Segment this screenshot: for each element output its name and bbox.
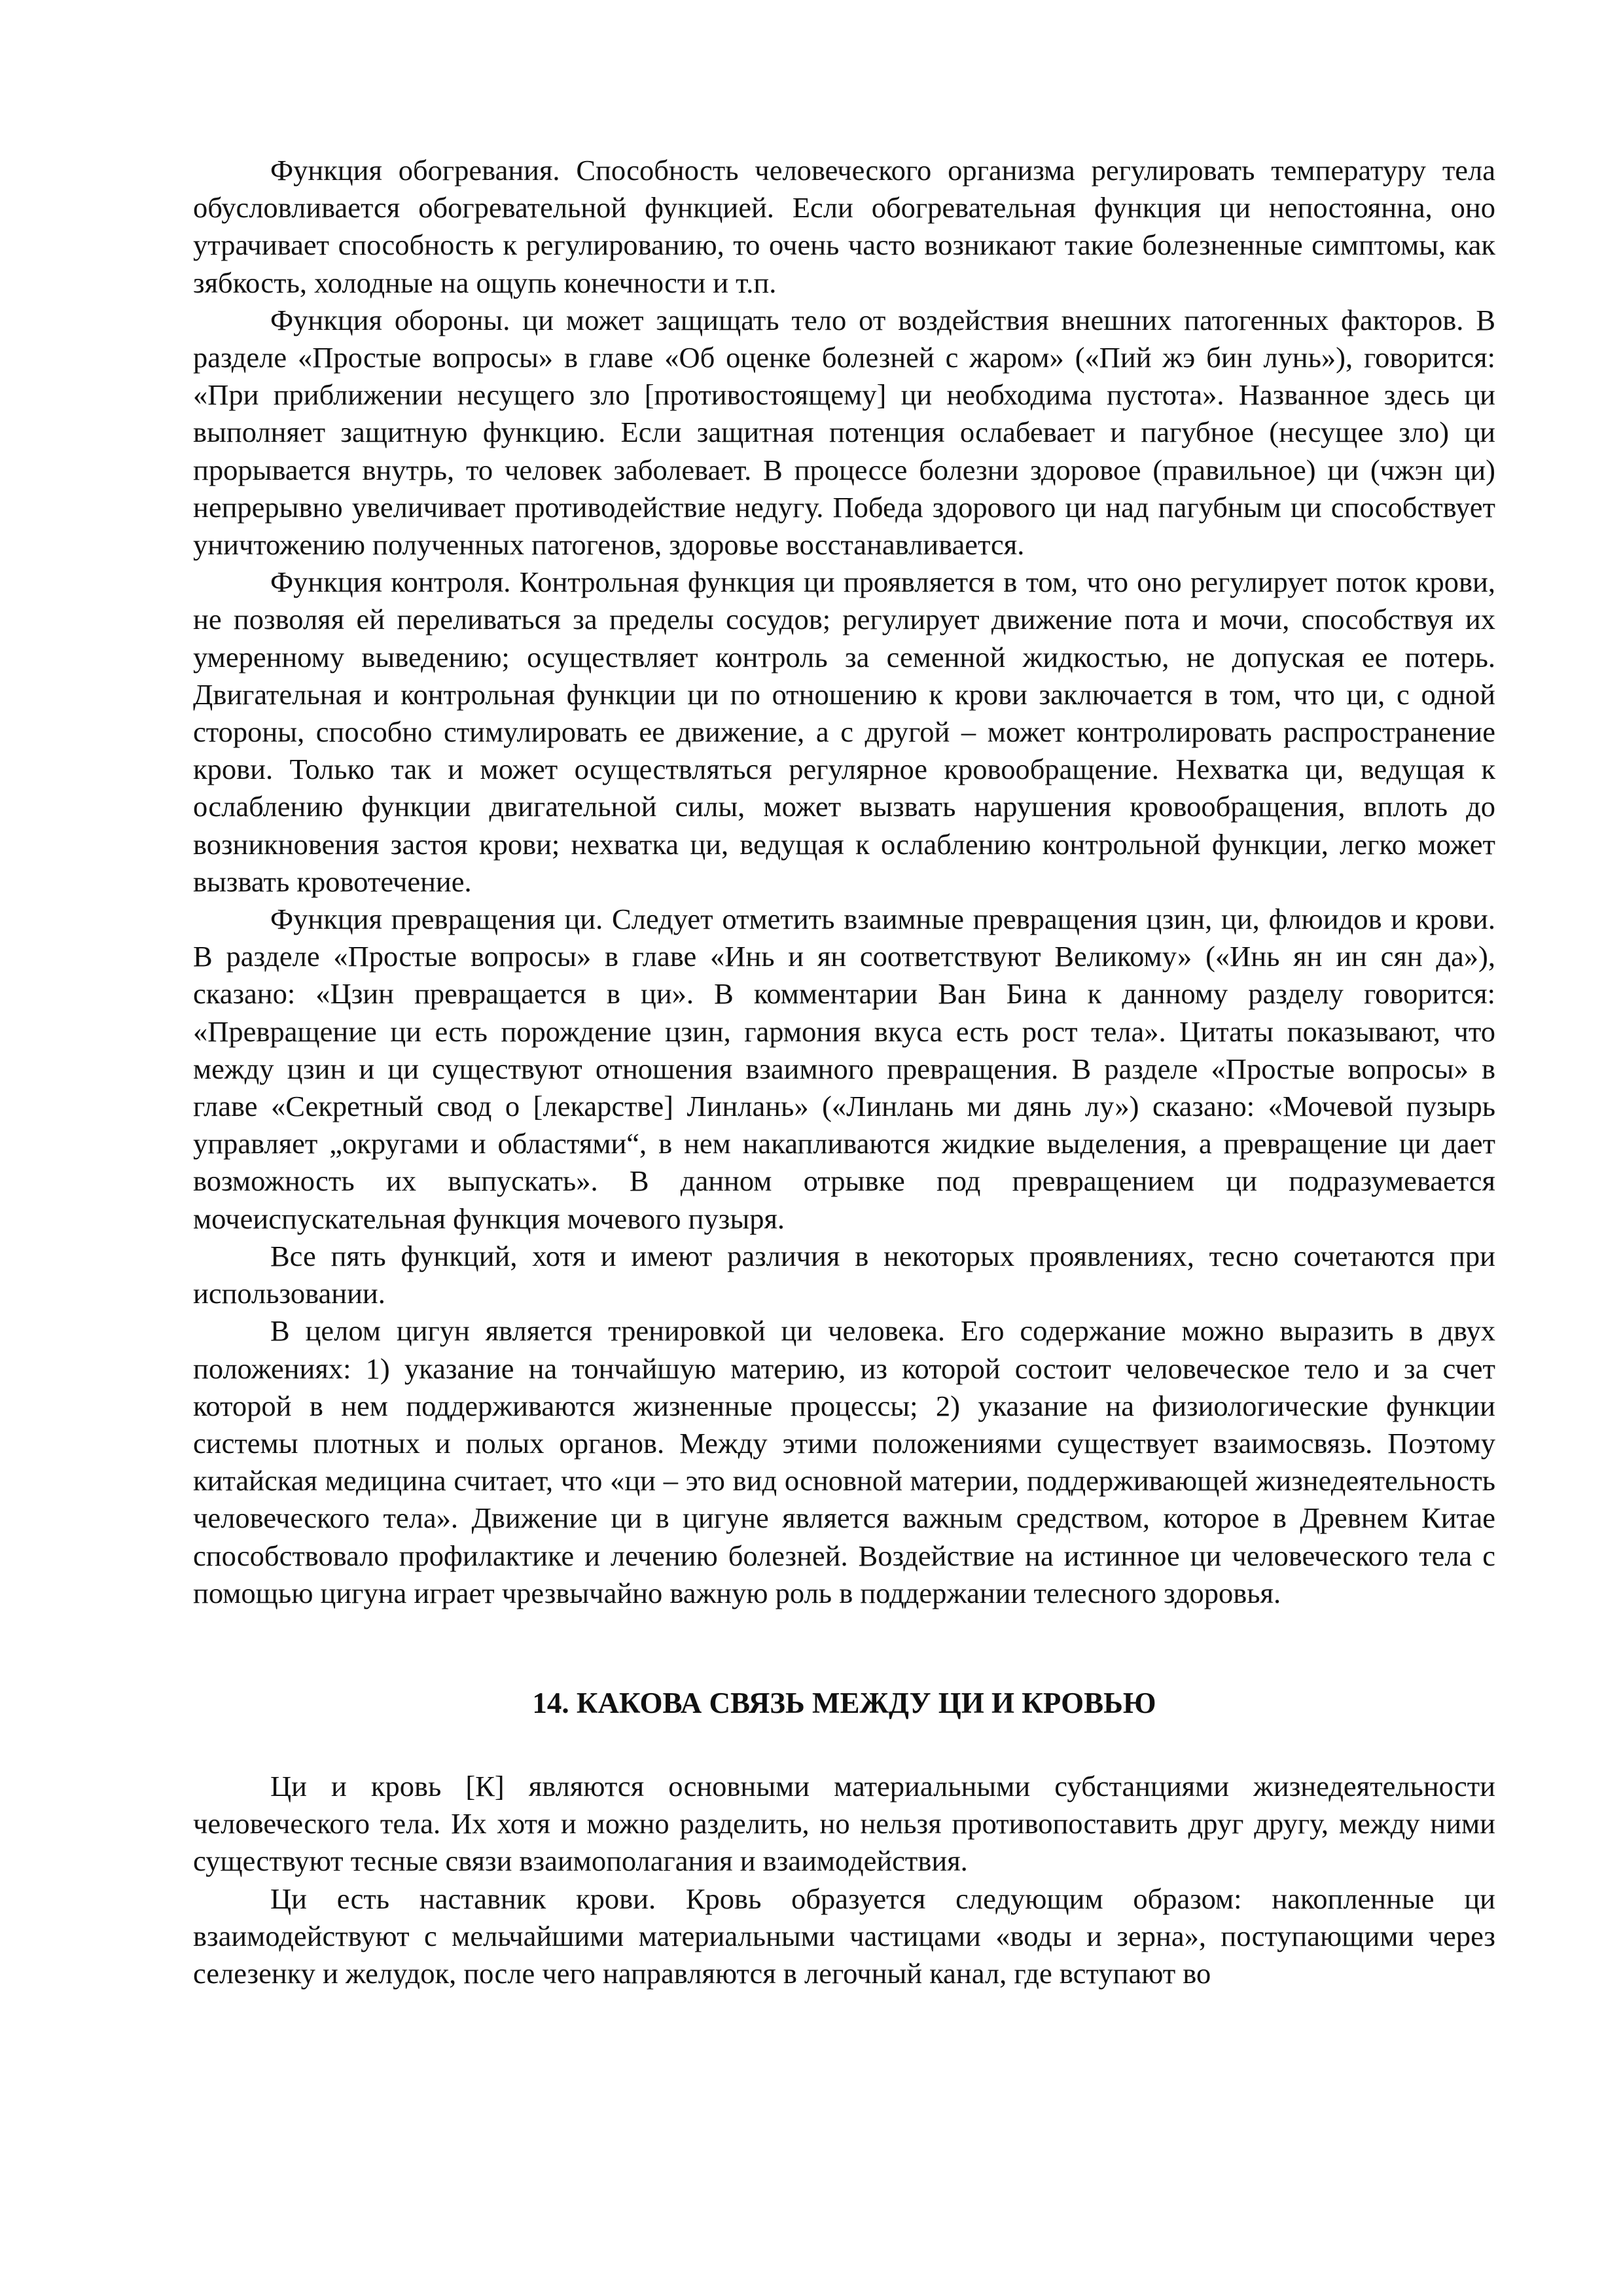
paragraph-qigong-summary: В целом цигун является тренировкой ци человека. Его содержание можно выразить в двух положениях: 1) указание на тончайшую материю, из которой состоит человеческое тело и за счет которой в нем поддерживаются жизненные процессы; 2) указание на физиологические функции системы плотных и полых органов. Между этими положениями существует взаимосвязь. Поэтому китайская медицина считает, что «ци – это вид основной материи, поддерживающей жизнедеятельность человеческого тела». Движение ци в цигуне является важным средством, которое в Древнем Китае способствовало профилактике и лечению болезней. Воздействие на истинное ци человеческого тела с помощью цигуна играет чрезвычайно важную роль в поддержании телесного здоровья.	[193, 1314, 1495, 1609]
paragraph-qi-mentor-of-blood: Ци есть наставник крови. Кровь образуется следующим образом: накопленные ци взаимодействуют с мельчайшими материальными частицами «воды и зерна», поступающими через селезенку и желудок, после чего направляются в легочный канал, где вступают во	[193, 1882, 1495, 1990]
paragraph-transformation-function: Функция превращения ци. Следует отметить взаимные превращения цзин, ци, флюидов и крови. В разделе «Простые вопросы» в главе «Инь и ян соответствуют Великому» («Инь ян ин сян да»), сказано: «Цзин превращается в ци». В комментарии Ван Бина к данному разделу говорится: «Превращение ци есть порождение цзин, гармония вкуса есть рост тела». Цитаты показывают, что между цзин и ци существуют отношения взаимного превращения. В разделе «Простые вопросы» в главе «Секретный свод о [лекарстве] Линлань» («Линлань ми дянь лу») сказано: «Мочевой пузырь управляет „округами и областями“, в нем накапливаются жидкие выделения, а превращение ци дает возможность их выпускать». В данном отрывке под превращением ци подразумевается мочеиспускательная функция мочевого пузыря.	[193, 903, 1495, 1235]
section-heading: 14. КАКОВА СВЯЗЬ МЕЖДУ ЦИ И КРОВЬЮ	[532, 1686, 1156, 1719]
paragraph-qi-and-blood: Ци и кровь [К] являются основными материальными субстанциями жизнедеятельности человеческого тела. Их хотя и можно разделить, но нельзя противопоставить друг другу, между ними существуют тесные связи взаимополагания и взаимодействия.	[193, 1769, 1495, 1878]
document-page	[193, 152, 1495, 1992]
paragraph-defense-function: Функция обороны. ци может защищать тело от воздействия внешних патогенных факторов. В разделе «Простые вопросы» в главе «Об оценке болезней с жаром» («Пий жэ бин лунь»), говорится: «При приближении несущего зло [противостоящему] ци необходима пустота». Названное здесь ци выполняет защитную функцию. Если защитная потенция ослабевает и пагубное (несущее зло) ци прорывается внутрь, то человек заболевает. В процессе болезни здоровое (правильное) ци (чжэн ци) непрерывно увеличивает противодействие недугу. Победа здорового ци над пагубным ци способствует уничтожению полученных патогенов, здоровье восстанавливается.	[193, 303, 1495, 562]
paragraph-heating-function: Функция обогревания. Способность человеческого организма регулировать температуру тела обусловливается обогревательной функцией. Если обогревательная функция ци непостоянна, оно утрачивает способность к регулированию, то очень часто возникают такие болезненные симптомы, как зябкость, холодные на ощупь конечности и т.п.	[193, 154, 1495, 299]
paragraph-control-function: Функция контроля. Контрольная функция ци проявляется в том, что оно регулирует поток крови, не позволяя ей переливаться за пределы сосудов; регулирует движение пота и мочи, способствуя их умеренному выведению; осуществляет контроль за семенной жидкостью, не допуская ее потерь. Двигательная и контрольная функции ци по отношению к крови заключается в том, что ци, с одной стороны, способно стимулировать ее движение, а с другой – может контролировать распространение крови. Только так и может осуществляться регулярное кровообращение. Нехватка ци, ведущая к ослаблению функции двигательной силы, может вызвать нарушения кровообращения, вплоть до возникновения застоя крови; нехватка ци, ведущая к ослаблению контрольной функции, легко может вызвать кровотечение.	[193, 565, 1495, 898]
paragraph-five-functions: Все пять функций, хотя и имеют различия в некоторых проявлениях, тесно сочетаются при использовании.	[193, 1239, 1495, 1310]
